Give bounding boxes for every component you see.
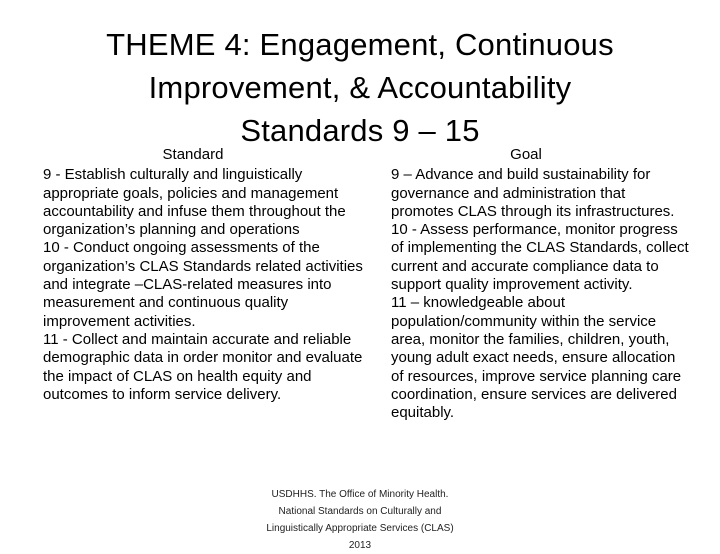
slide-title <box>20 23 700 152</box>
title-line: THEME 4: Engagement, Continuous <box>106 26 614 62</box>
standard-heading: Standard <box>162 146 224 163</box>
citation-line: Linguistically Appropriate Services (CLAS) <box>266 523 454 534</box>
standard-item-9: 9 - Establish culturally and linguistically appropriate goals, policies and management accountability and infuse them throughout the organization’s planning and operations <box>43 166 346 239</box>
goal-column <box>391 146 691 422</box>
goal-item-11: 11 – knowledgeable about population/community within the service area, monitor the families, children, youth, young adult exact needs, ensure allocation of resources, improve service planning care coordination, ensure services are delivered equitably. <box>391 294 682 422</box>
goal-item-10: 10 - Assess performance, monitor progress of implementing the CLAS Standards, collect current and accurate compliance data to support quality improvement activity. <box>391 221 689 294</box>
standard-column <box>43 146 363 404</box>
citation-line: USDHHS. The Office of Minority Health. <box>271 489 449 500</box>
goal-heading: Goal <box>510 146 542 163</box>
standard-item-10: 10 - Conduct ongoing assessments of the organization’s CLAS Standards related activities and integrate –CLAS-related measures into measurement and continuous quality improvement activities. <box>43 239 363 330</box>
goal-item-9: 9 – Advance and build sustainability for governance and administration that promotes CLAS through its infrastructures. <box>391 166 675 220</box>
title-line: Standards 9 – 15 <box>240 112 480 148</box>
citation-line: 2013 <box>348 540 372 551</box>
citation-line: National Standards on Culturally and <box>278 506 442 517</box>
title-line: Improvement, & Accountability <box>148 69 572 105</box>
source-citation <box>250 486 470 554</box>
standard-item-11: 11 - Collect and maintain accurate and reliable demographic data in order monitor and evaluate the impact of CLAS on health equity and outcomes to inform service delivery. <box>43 330 363 403</box>
